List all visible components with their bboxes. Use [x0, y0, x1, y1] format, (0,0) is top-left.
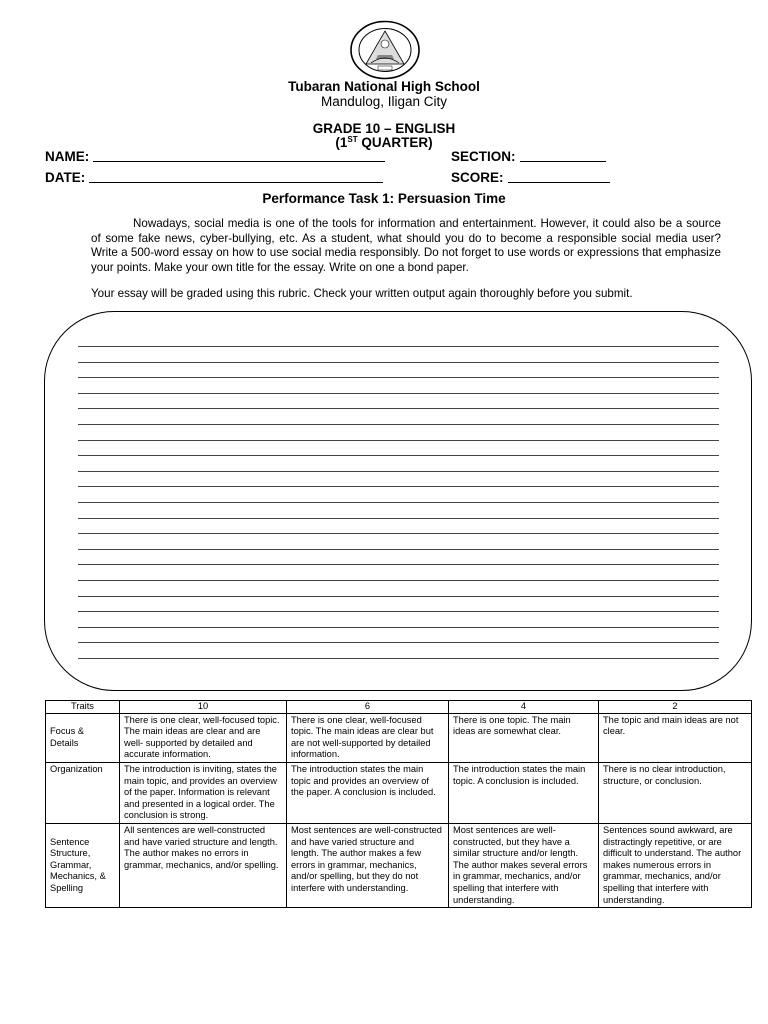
- trait-sentence-structure: Sentence Structure, Grammar, Mechanics, & Spelling: [46, 823, 120, 907]
- rubric-cell: Most sentences are well-constructed, but they have a similar structure and/or length. The author makes several errors in grammar, mechanics, and/or spelling that interfere with understanding.: [449, 823, 599, 907]
- name-field[interactable]: NAME:: [45, 149, 385, 164]
- writing-line: [78, 642, 719, 643]
- writing-line: [78, 533, 719, 534]
- rubric-table: [45, 700, 752, 908]
- rubric-cell: There is no clear introduction, structure, or conclusion.: [599, 762, 752, 823]
- trait-focus-details: Focus & Details: [46, 713, 120, 762]
- writing-line: [78, 455, 719, 456]
- header-score-6: 6: [287, 701, 449, 714]
- rubric-header-row: [46, 701, 752, 714]
- grade-subject: GRADE 10 – ENGLISH: [312, 121, 456, 136]
- writing-line: [78, 596, 719, 597]
- date-field[interactable]: DATE:: [45, 170, 383, 185]
- writing-line: [78, 346, 719, 347]
- rubric-cell: The topic and main ideas are not clear.: [599, 713, 752, 762]
- trait-organization: Organization: [46, 762, 120, 823]
- header-score-4: 4: [449, 701, 599, 714]
- school-name: Tubaran National High School: [288, 79, 480, 94]
- header-score-2: 2: [599, 701, 752, 714]
- rubric-cell: There is one topic. The main ideas are somewhat clear.: [449, 713, 599, 762]
- header-traits: Traits: [46, 701, 120, 714]
- quarter-label: (1ST QUARTER): [335, 135, 433, 150]
- writing-line: [78, 486, 719, 487]
- writing-line: [78, 580, 719, 581]
- rubric-cell: Sentences sound awkward, are distractingly repetitive, or are difficult to understand. The author makes numerous errors in grammar, mechanics, and/or spelling that interfere with understanding.: [599, 823, 752, 907]
- rubric-cell: The introduction is inviting, states the main topic, and provides an overview of the paper. Information is relevant and presented in a logical order. The conclusion is strong.: [120, 762, 287, 823]
- score-field[interactable]: SCORE:: [451, 170, 610, 185]
- writing-line: [78, 362, 719, 363]
- task-title: Performance Task 1: Persuasion Time: [262, 191, 506, 206]
- school-seal-logo: [349, 20, 421, 80]
- writing-line: [78, 424, 719, 425]
- essay-writing-box[interactable]: [44, 311, 752, 691]
- rubric-cell: Most sentences are well-constructed and have varied structure and length. The author makes a few errors in grammar, mechanics, and/or spelling, but they do not interfere with understanding.: [287, 823, 449, 907]
- writing-line: [78, 440, 719, 441]
- table-row: [46, 713, 752, 762]
- writing-line: [78, 627, 719, 628]
- rubric-cell: The introduction states the main topic and provides an overview of the paper. A conclusion is included.: [287, 762, 449, 823]
- writing-line: [78, 564, 719, 565]
- writing-line: [78, 549, 719, 550]
- writing-line: [78, 658, 719, 659]
- rubric-cell: All sentences are well-constructed and have varied structure and length. The author makes no errors in grammar, mechanics, and/or spelling.: [120, 823, 287, 907]
- section-field[interactable]: SECTION:: [451, 149, 606, 164]
- writing-line: [78, 393, 719, 394]
- instructions-paragraph: Nowadays, social media is one of the tools for information and entertainment. However, it could also be a source of some fake news, cyber-bullying, etc. As a student, what should you do to become a responsible social media user? Write a 500-word essay on how to use social media responsibly. Do not forget to use words or expressions that emphasize your points. Make your own title for the essay. Write on one a bond paper.: [91, 217, 721, 274]
- writing-line: [78, 611, 719, 612]
- table-row: [46, 823, 752, 907]
- writing-line: [78, 502, 719, 503]
- rubric-cell: There is one clear, well-focused topic. The main ideas are clear but are not well-supported by detailed information.: [287, 713, 449, 762]
- rubric-cell: The introduction states the main topic. A conclusion is included.: [449, 762, 599, 823]
- rubric-note: Your essay will be graded using this rubric. Check your written output again thoroughly before you submit.: [91, 287, 633, 300]
- writing-line: [78, 377, 719, 378]
- writing-line: [78, 471, 719, 472]
- writing-line: [78, 408, 719, 409]
- writing-line: [78, 518, 719, 519]
- rubric-cell: There is one clear, well-focused topic. The main ideas are clear and are well- supported by detailed and accurate information.: [120, 713, 287, 762]
- table-row: [46, 762, 752, 823]
- header-score-10: 10: [120, 701, 287, 714]
- school-location: Mandulog, Iligan City: [320, 94, 448, 109]
